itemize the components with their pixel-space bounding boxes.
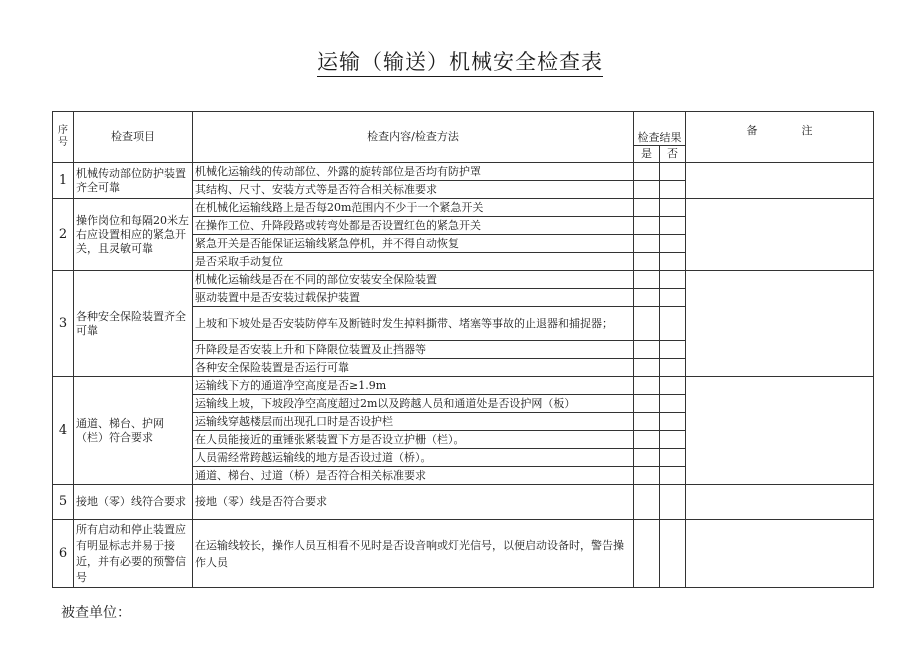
header-item: 检查项目 <box>74 112 193 163</box>
table-row <box>53 199 874 217</box>
remark-cell[interactable] <box>686 199 874 271</box>
result-yes-cell[interactable] <box>634 377 660 395</box>
section-seq: 5 <box>53 485 74 520</box>
header-no: 否 <box>660 146 686 163</box>
check-content: 接地（零）线是否符合要求 <box>193 485 634 520</box>
result-yes-cell[interactable] <box>634 395 660 413</box>
result-yes-cell[interactable] <box>634 520 660 588</box>
check-content: 上坡和下坡处是否安装防停车及断链时发生掉料撕带、堵塞等事故的止退器和捕捉器； <box>193 307 634 341</box>
check-content: 在运输线较长，操作人员互相看不见时是否设音响或灯光信号，以便启动设备时，警告操作人员 <box>193 520 634 588</box>
result-yes-cell[interactable] <box>634 199 660 217</box>
remark-cell[interactable] <box>686 377 874 485</box>
section-item: 通道、梯台、护网（栏）符合要求 <box>74 377 193 485</box>
result-no-cell[interactable] <box>660 413 686 431</box>
result-no-cell[interactable] <box>660 271 686 289</box>
result-yes-cell[interactable] <box>634 467 660 485</box>
inspected-unit-label: 被查单位： <box>61 605 131 621</box>
header-row <box>53 112 874 146</box>
table-row <box>53 377 874 395</box>
result-no-cell[interactable] <box>660 431 686 449</box>
table-row <box>53 520 874 588</box>
result-no-cell[interactable] <box>660 199 686 217</box>
result-no-cell[interactable] <box>660 359 686 377</box>
check-content: 人员需经常跨越运输线的地方是否设过道（桥）。 <box>193 449 634 467</box>
result-no-cell[interactable] <box>660 307 686 341</box>
result-no-cell[interactable] <box>660 235 686 253</box>
result-no-cell[interactable] <box>660 163 686 181</box>
result-no-cell[interactable] <box>660 289 686 307</box>
remark-cell[interactable] <box>686 271 874 377</box>
remark-cell[interactable] <box>686 163 874 199</box>
table-row <box>53 485 874 520</box>
check-content: 在机械化运输线路上是否每20m范围内不少于一个紧急开关 <box>193 199 634 217</box>
check-content: 机械化运输线的传动部位、外露的旋转部位是否均有防护罩 <box>193 163 634 181</box>
title-text: 运输（输送）机械安全检查表 <box>317 50 603 77</box>
check-content: 运输线上坡，下坡段净空高度超过2m以及跨越人员和通道处是否设护网（板） <box>193 395 634 413</box>
remark-cell[interactable] <box>686 485 874 520</box>
check-content: 驱动装置中是否安装过载保护装置 <box>193 289 634 307</box>
check-content: 在操作工位、升降段路或转弯处都是否设置红色的紧急开关 <box>193 217 634 235</box>
section-item: 各种安全保险装置齐全可靠 <box>74 271 193 377</box>
header-seq: 序号 <box>53 112 74 163</box>
result-no-cell[interactable] <box>660 341 686 359</box>
check-content: 升降段是否安装上升和下降限位装置及止挡器等 <box>193 341 634 359</box>
result-yes-cell[interactable] <box>634 217 660 235</box>
result-yes-cell[interactable] <box>634 289 660 307</box>
check-content: 机械化运输线是否在不同的部位安装安全保险装置 <box>193 271 634 289</box>
check-content: 是否采取手动复位 <box>193 253 634 271</box>
check-content: 紧急开关是否能保证运输线紧急停机，并不得自动恢复 <box>193 235 634 253</box>
header-yes: 是 <box>634 146 660 163</box>
section-seq: 1 <box>53 163 74 199</box>
section-seq: 4 <box>53 377 74 485</box>
section-item: 接地（零）线符合要求 <box>74 485 193 520</box>
result-no-cell[interactable] <box>660 395 686 413</box>
result-yes-cell[interactable] <box>634 235 660 253</box>
check-content: 其结构、尺寸、安装方式等是否符合相关标准要求 <box>193 181 634 199</box>
result-yes-cell[interactable] <box>634 359 660 377</box>
check-content: 运输线下方的通道净空高度是否≥1.9m <box>193 377 634 395</box>
section-item: 操作岗位和每隔20米左右应设置相应的紧急开关，且灵敏可靠 <box>74 199 193 271</box>
check-content: 各种安全保险装置是否运行可靠 <box>193 359 634 377</box>
page-title <box>0 46 920 76</box>
result-no-cell[interactable] <box>660 485 686 520</box>
result-yes-cell[interactable] <box>634 163 660 181</box>
result-yes-cell[interactable] <box>634 253 660 271</box>
result-yes-cell[interactable] <box>634 431 660 449</box>
result-no-cell[interactable] <box>660 449 686 467</box>
result-no-cell[interactable] <box>660 377 686 395</box>
result-yes-cell[interactable] <box>634 485 660 520</box>
remark-cell[interactable] <box>686 520 874 588</box>
section-seq: 3 <box>53 271 74 377</box>
result-no-cell[interactable] <box>660 467 686 485</box>
result-yes-cell[interactable] <box>634 341 660 359</box>
section-seq: 2 <box>53 199 74 271</box>
section-seq: 6 <box>53 520 74 588</box>
result-yes-cell[interactable] <box>634 307 660 341</box>
result-yes-cell[interactable] <box>634 413 660 431</box>
table-row <box>53 163 874 181</box>
result-no-cell[interactable] <box>660 520 686 588</box>
result-yes-cell[interactable] <box>634 449 660 467</box>
result-no-cell[interactable] <box>660 181 686 199</box>
inspection-table <box>52 111 874 588</box>
header-result: 检查结果 <box>634 112 686 146</box>
section-item: 机械传动部位防护装置齐全可靠 <box>74 163 193 199</box>
result-no-cell[interactable] <box>660 217 686 235</box>
table-row <box>53 271 874 289</box>
result-yes-cell[interactable] <box>634 181 660 199</box>
check-content: 通道、梯台、过道（桥）是否符合相关标准要求 <box>193 467 634 485</box>
section-item: 所有启动和停止装置应有明显标志并易于接近，并有必要的预警信号 <box>74 520 193 588</box>
header-remark: 备 注 <box>686 112 874 163</box>
header-content: 检查内容/检查方法 <box>193 112 634 163</box>
result-no-cell[interactable] <box>660 253 686 271</box>
check-content: 在人员能接近的重锤张紧装置下方是否设立护栅（栏）。 <box>193 431 634 449</box>
result-yes-cell[interactable] <box>634 271 660 289</box>
check-content: 运输线穿越楼层而出现孔口时是否设护栏 <box>193 413 634 431</box>
